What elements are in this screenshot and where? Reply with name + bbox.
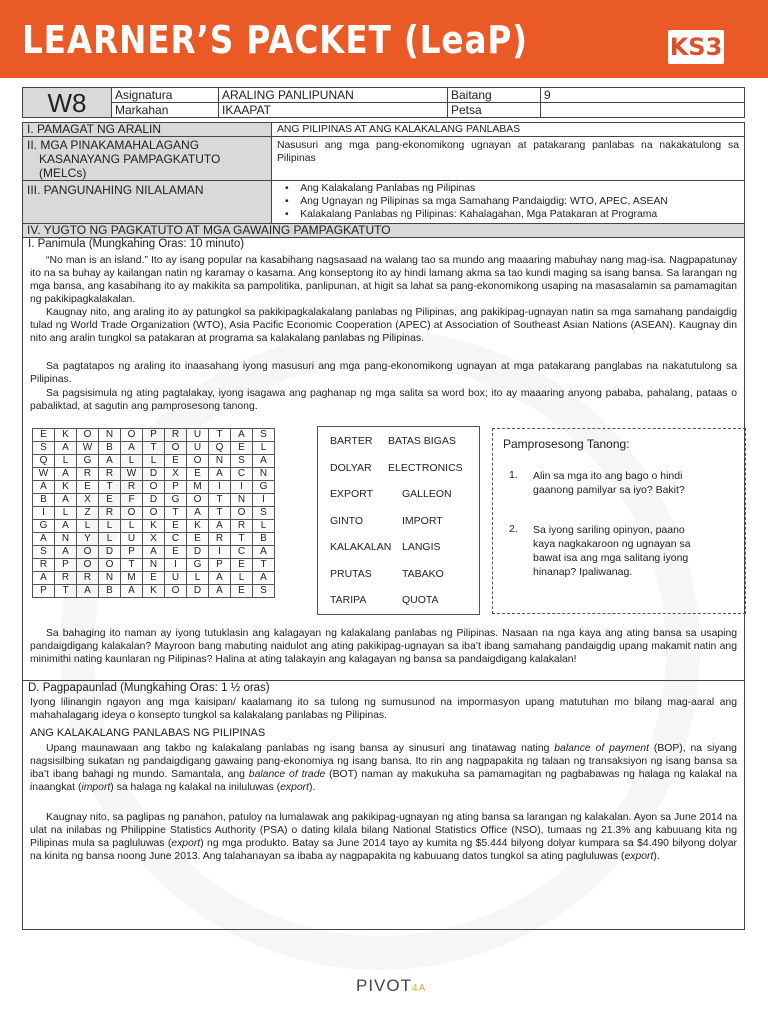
- word-box-word: TABAKO: [402, 567, 444, 580]
- word-search-cell[interactable]: N: [55, 533, 77, 546]
- word-search-grid: [32, 428, 275, 598]
- pagpapaunlad-p2: Kaugnay nito, sa paglipas ng panahon, patuloy na lumalawak ang pakikipag-ugnayan ng ating bansa sa larangan ng kalakalan. Ayon sa June 2014 na ulat na inilabas ng Philippine Statistics Authority (PSA) o dating kilala bilang National Statistics Office (NSO), tumaas ng 21.3% ang kabuuang kita ng Pilipinas mula sa pagluluwas (export) ng mga produkto. Batay sa June 2014 tayo ay kumita ng $5.444 bilyong dolyar kumpara sa $4.490 bilyong dolyar na kinita ng bansa noong June 2013. Ang talahanayan sa ibaba ay nagpapakita ng kabuuang datos tungkol sa ating pagluluwas (export).: [30, 812, 737, 862]
- pivot-logo: PIVOT4A: [356, 976, 427, 995]
- word-search-cell[interactable]: E: [231, 585, 253, 598]
- word-search-cell[interactable]: A: [209, 468, 231, 481]
- word-search-cell[interactable]: A: [55, 442, 77, 455]
- word-search-cell[interactable]: A: [55, 546, 77, 559]
- word-search-cell[interactable]: L: [55, 507, 77, 520]
- word-box-word: PRUTAS: [330, 567, 372, 580]
- word-search-cell[interactable]: G: [187, 559, 209, 572]
- word-search-cell[interactable]: U: [187, 442, 209, 455]
- word-search-cell[interactable]: R: [77, 468, 99, 481]
- word-search-cell[interactable]: A: [187, 507, 209, 520]
- word-search-row: [33, 494, 275, 507]
- word-box-word: BATAS BIGAS: [388, 435, 456, 447]
- word-search-cell[interactable]: P: [55, 559, 77, 572]
- yugto-label: IV. YUGTO NG PAGKATUTO AT MGA GAWAING PAMPAGKATUTO: [22, 223, 745, 238]
- panimula-p2: Kaugnay nito, ang araling ito ay patungkol sa pakikipagkalakalang panlabas ng Pilipinas, ang pakikipag-ugnayan natin sa mga samahang pandaigdig tulad ng World Trade Organization (WTO), Asia Pacific Economic Cooperation (APEC) at Association of Southeast Asian Nations (ASEAN). Kaugnay din nito ang aralin tungkol sa patakaran at programa sa kalakalang panlabas ng Pilipinas.: [30, 307, 737, 344]
- word-search-cell[interactable]: Q: [209, 442, 231, 455]
- word-search-cell[interactable]: R: [77, 572, 99, 585]
- word-search-cell[interactable]: R: [165, 429, 187, 442]
- panimula-p3: Sa pagtatapos ng araling ito inaasahang iyong masusuri ang mga pang-ekonomikong ugnayan at mga patakarang panglabas na nakatutulong sa Pilipinas.: [30, 361, 737, 385]
- word-search-cell[interactable]: U: [121, 533, 143, 546]
- word-search-cell[interactable]: N: [99, 429, 121, 442]
- questions-box: [492, 428, 746, 614]
- word-search-cell[interactable]: M: [121, 572, 143, 585]
- word-search-cell[interactable]: E: [231, 442, 253, 455]
- word-search-cell[interactable]: T: [121, 559, 143, 572]
- word-search-cell[interactable]: O: [77, 559, 99, 572]
- nilalaman-item-2: • Ang Ugnayan ng Pilipinas sa mga Samahang Pandaigdig: WTO, APEC, ASEAN: [285, 196, 668, 207]
- word-search-cell[interactable]: A: [121, 585, 143, 598]
- pagpapaunlad-p1: Upang maunawaan ang takbo ng kalakalang panlabas ng isang bansa ay sinusuri ang tinatawag nating balance of payment (BOP), na siyang nagsisilbing sukatan ng pandaigdigang gawaing pang-ekonomiya ng isang bansa. Ito rin ang nagpapakita ng talaan ng transaksiyon ng isang bansa sa iba’t ibang bahagi ng mundo. Samantala, ang balance of trade (BOT) naman ay makukuha sa pamamagitan ng pagbabawas ng halaga ng kalakal na inaangkat (import) sa halaga ng kalakal na iniluluwas (export).: [30, 743, 737, 793]
- word-search-cell[interactable]: L: [99, 520, 121, 533]
- word-search-cell[interactable]: S: [33, 442, 55, 455]
- word-search-cell[interactable]: I: [231, 481, 253, 494]
- word-search-cell[interactable]: R: [121, 481, 143, 494]
- word-box-word: DOLYAR: [330, 461, 372, 474]
- word-search-cell[interactable]: Z: [77, 507, 99, 520]
- week-label: W8: [23, 88, 112, 118]
- word-search-cell[interactable]: A: [55, 468, 77, 481]
- word-search-cell[interactable]: I: [209, 481, 231, 494]
- word-search-cell[interactable]: A: [121, 442, 143, 455]
- word-search-cell[interactable]: B: [99, 585, 121, 598]
- word-search-cell[interactable]: T: [209, 494, 231, 507]
- petsa-value[interactable]: [541, 103, 745, 118]
- word-search-cell[interactable]: A: [143, 546, 165, 559]
- word-search-cell[interactable]: R: [231, 520, 253, 533]
- word-box-word: ELECTRONICS: [388, 461, 463, 474]
- word-search-cell[interactable]: A: [253, 546, 275, 559]
- word-search-cell[interactable]: D: [187, 585, 209, 598]
- question-2: Sa iyong sariling opinyon, paano kaya nagkakaroon ng ugnayan sa bawat isa ang mga salitang iyong hinanap? Ipaliwanag.: [533, 524, 691, 578]
- word-search-cell[interactable]: K: [55, 429, 77, 442]
- word-box-word: IMPORT: [402, 514, 443, 527]
- word-search-cell[interactable]: Y: [77, 533, 99, 546]
- word-search-cell[interactable]: T: [209, 507, 231, 520]
- word-search-cell[interactable]: O: [121, 429, 143, 442]
- word-search-cell[interactable]: P: [33, 585, 55, 598]
- word-box-word: BARTER: [330, 435, 373, 447]
- word-search-cell[interactable]: L: [143, 455, 165, 468]
- banner-title: LEARNER’S PACKET (LeaP): [22, 18, 528, 62]
- word-search-cell[interactable]: E: [231, 559, 253, 572]
- word-search-cell[interactable]: B: [33, 494, 55, 507]
- word-search-cell[interactable]: T: [143, 442, 165, 455]
- panimula-heading: I. Panimula (Mungkahing Oras: 10 minuto): [28, 238, 245, 250]
- word-search-cell[interactable]: L: [253, 520, 275, 533]
- ks3-badge: KS3: [668, 30, 724, 64]
- pamagat-value: ANG PILIPINAS AT ANG KALAKALANG PANLABAS: [277, 124, 521, 135]
- word-search-cell[interactable]: I: [253, 494, 275, 507]
- word-search-cell[interactable]: O: [187, 494, 209, 507]
- word-search-cell[interactable]: I: [33, 507, 55, 520]
- word-search-cell[interactable]: N: [99, 572, 121, 585]
- word-search-cell[interactable]: R: [99, 468, 121, 481]
- panimula-p4: Sa pagsisimula ng ating pagtalakay, iyong isagawa ang paghanap ng mga salita sa word box; ito ay maaaring anyong pababa, pahalang, pataas o pabaliktad, at sagutin ang pamprosesong tanong.: [30, 388, 737, 412]
- word-search-row: [33, 455, 275, 468]
- word-search-cell[interactable]: C: [165, 533, 187, 546]
- word-search-cell[interactable]: S: [33, 546, 55, 559]
- asignatura-value: ARALING PANLIPUNAN: [219, 88, 448, 103]
- asignatura-label: Asignatura: [112, 88, 219, 103]
- word-search-cell[interactable]: E: [33, 429, 55, 442]
- word-search-cell[interactable]: O: [99, 559, 121, 572]
- word-search-cell[interactable]: L: [231, 572, 253, 585]
- word-search-cell[interactable]: G: [165, 494, 187, 507]
- word-search-cell[interactable]: B: [99, 442, 121, 455]
- word-search-cell[interactable]: Q: [33, 455, 55, 468]
- nilalaman-row: [22, 180, 745, 224]
- word-search-cell[interactable]: A: [55, 494, 77, 507]
- word-search-cell[interactable]: A: [231, 429, 253, 442]
- word-search-cell[interactable]: P: [209, 559, 231, 572]
- word-search-cell[interactable]: A: [99, 455, 121, 468]
- pagpapaunlad-heading: D. Pagpapaunlad (Mungkahing Oras: 1 ½ oras): [28, 682, 270, 694]
- word-search-cell[interactable]: U: [165, 572, 187, 585]
- word-search-cell[interactable]: D: [99, 546, 121, 559]
- word-search-cell[interactable]: E: [165, 455, 187, 468]
- word-search-cell[interactable]: W: [121, 468, 143, 481]
- word-search-cell[interactable]: A: [253, 455, 275, 468]
- word-search-cell[interactable]: T: [165, 507, 187, 520]
- word-search-cell[interactable]: S: [231, 455, 253, 468]
- question-1-number: 1.: [509, 469, 518, 481]
- word-search-cell[interactable]: A: [209, 572, 231, 585]
- word-search-cell[interactable]: T: [55, 585, 77, 598]
- nilalaman-item-1: • Ang Kalakalang Panlabas ng Pilipinas: [285, 183, 476, 194]
- word-search-cell[interactable]: C: [231, 546, 253, 559]
- word-search-cell[interactable]: E: [99, 494, 121, 507]
- word-search-row: [33, 533, 275, 546]
- word-search-cell[interactable]: R: [55, 572, 77, 585]
- word-search-row: [33, 546, 275, 559]
- word-box-word: KALAKALAN: [330, 541, 392, 553]
- word-search-cell[interactable]: S: [253, 429, 275, 442]
- word-search-row: [33, 507, 275, 520]
- word-search-cell[interactable]: W: [33, 468, 55, 481]
- lesson-info-table: [22, 87, 745, 118]
- word-search-cell[interactable]: O: [187, 455, 209, 468]
- melc-label-3: (MELCs): [39, 166, 87, 180]
- word-search-cell[interactable]: E: [143, 572, 165, 585]
- word-search-cell[interactable]: S: [253, 585, 275, 598]
- word-box-word: TARIPA: [330, 594, 367, 606]
- word-search-cell[interactable]: T: [99, 481, 121, 494]
- word-search-cell[interactable]: A: [33, 533, 55, 546]
- word-search-cell[interactable]: A: [77, 585, 99, 598]
- kalakalan-subheading: ANG KALAKALANG PANLABAS NG PILIPINAS: [30, 727, 266, 739]
- word-search-cell[interactable]: O: [77, 546, 99, 559]
- word-search-cell[interactable]: F: [121, 494, 143, 507]
- nilalaman-label: III. PANGUNAHING NILALAMAN: [27, 183, 204, 197]
- word-search-cell[interactable]: P: [143, 429, 165, 442]
- word-search-cell[interactable]: L: [77, 520, 99, 533]
- melc-text: Nasusuri ang mga pang-ekonomikong ugnayan at patakarang panlabas na nakakatulong sa Pilipinas: [277, 140, 739, 164]
- word-search-cell[interactable]: A: [253, 572, 275, 585]
- word-search-cell[interactable]: O: [165, 442, 187, 455]
- word-search-cell[interactable]: G: [33, 520, 55, 533]
- word-search-cell[interactable]: D: [187, 546, 209, 559]
- word-search-row: [33, 520, 275, 533]
- word-search-cell[interactable]: L: [55, 455, 77, 468]
- word-search-cell[interactable]: P: [121, 546, 143, 559]
- word-search-cell[interactable]: X: [77, 494, 99, 507]
- melc-row: [22, 136, 745, 181]
- pamagat-label: I. PAMAGAT NG ARALIN: [23, 123, 271, 136]
- word-search-cell[interactable]: O: [143, 481, 165, 494]
- markahan-value: IKAAPAT: [219, 103, 448, 118]
- word-search-cell[interactable]: E: [187, 468, 209, 481]
- word-search-cell[interactable]: O: [77, 429, 99, 442]
- word-search-cell[interactable]: K: [55, 481, 77, 494]
- word-search-cell[interactable]: O: [143, 507, 165, 520]
- question-1: Alin sa mga ito ang bago o hindi gaanong pamilyar sa iyo? Bakit?: [533, 470, 685, 496]
- header-banner: [0, 0, 768, 78]
- word-search-cell[interactable]: B: [253, 533, 275, 546]
- baitang-label: Baitang: [448, 88, 541, 103]
- word-box-word: GALLEON: [402, 488, 452, 500]
- markahan-label: Markahan: [112, 103, 219, 118]
- word-search-cell[interactable]: R: [33, 559, 55, 572]
- word-search-row: [33, 468, 275, 481]
- word-search-cell[interactable]: K: [187, 520, 209, 533]
- word-search-cell[interactable]: A: [209, 520, 231, 533]
- word-search-cell[interactable]: L: [121, 520, 143, 533]
- word-search-cell[interactable]: N: [231, 494, 253, 507]
- word-search-cell[interactable]: A: [33, 481, 55, 494]
- word-search-cell[interactable]: O: [231, 507, 253, 520]
- word-search-row: [33, 442, 275, 455]
- word-search-cell[interactable]: X: [165, 468, 187, 481]
- word-search-cell[interactable]: L: [187, 572, 209, 585]
- word-search-cell[interactable]: T: [253, 559, 275, 572]
- word-search-cell[interactable]: N: [253, 468, 275, 481]
- word-search-cell[interactable]: G: [253, 481, 275, 494]
- melc-label-2: KASANAYANG PAMPAGKATUTO: [39, 152, 221, 166]
- pagpapaunlad-intro: Iyong lilinangin ngayon ang mga kaisipan/ kaalamang ito sa tulong ng sumusunod na impormasyon upang matutuhan mo bilang mag-aaral ang mahahalagang ideya o konsepto tungkol sa kalakalang panlabas ng Pilipinas.: [30, 697, 737, 721]
- baitang-value: 9: [541, 88, 745, 103]
- word-box-word: EXPORT: [330, 488, 373, 500]
- nilalaman-item-3: • Kalakalang Panlabas ng Pilipinas: Kahalagahan, Mga Patakaran at Programa: [285, 209, 658, 220]
- panimula-p1: “No man is an island.” Ito ay isang popular na kasabihang nagsasaad na walang tao sa mundo ang maaaring mabuhay nang mag-isa. Nagpapatunay ito na sa buhay ay kailangan natin ng karamay o kasama. Ang konseptong ito ay hindi lamang akma sa tao kundi maging sa isang bansa. Sa larangan ng mga bansa, ang kasabihang ito ay makikita sa pampolitika, panlipunan, at higit sa lahat sa pang-ekonomikong usaping na masasalamin sa pamamagitan ng pakikipagkalakalan.: [30, 255, 737, 305]
- word-search-cell[interactable]: P: [165, 481, 187, 494]
- word-box: [317, 426, 480, 615]
- word-search-cell[interactable]: E: [187, 533, 209, 546]
- word-search-cell[interactable]: T: [209, 429, 231, 442]
- bahagi-paragraph: Sa bahaging ito naman ay iyong tutuklasin ang kalagayan ng kalakalang panlabas ng Pilipinas. Nasaan na nga kaya ang ating bansa sa usaping pandaigdigang kalakalan? Mayroon bang mabuting naidulot ang ating pakikipag-ugnayan sa iba’t ibang samahang pandaigdig upang makamit natin ang minimithi nating kaunlaran ng Pilipinas? Halina at ating talakayin ang kalagayan ng bansa sa pandaigdigang kalakalan!: [30, 628, 737, 665]
- word-search-cell[interactable]: A: [209, 585, 231, 598]
- word-search-row: [33, 481, 275, 494]
- word-search-cell[interactable]: T: [231, 533, 253, 546]
- word-search-cell[interactable]: D: [143, 468, 165, 481]
- word-search-cell[interactable]: O: [121, 507, 143, 520]
- questions-title: Pamprosesong Tanong:: [503, 437, 630, 451]
- word-search-row: [33, 429, 275, 442]
- word-search-cell[interactable]: R: [99, 507, 121, 520]
- word-search-row: [33, 585, 275, 598]
- word-search-cell[interactable]: L: [99, 533, 121, 546]
- word-search-cell[interactable]: G: [77, 455, 99, 468]
- word-box-word: QUOTA: [402, 594, 439, 606]
- word-search-row: [33, 572, 275, 585]
- word-search-cell[interactable]: R: [209, 533, 231, 546]
- word-search-cell[interactable]: K: [143, 585, 165, 598]
- word-search-cell[interactable]: M: [187, 481, 209, 494]
- word-search-cell[interactable]: A: [55, 520, 77, 533]
- word-search-cell[interactable]: E: [165, 520, 187, 533]
- word-search-cell[interactable]: N: [209, 455, 231, 468]
- word-search-cell[interactable]: W: [77, 442, 99, 455]
- word-search-cell[interactable]: N: [143, 559, 165, 572]
- word-search-cell[interactable]: K: [143, 520, 165, 533]
- petsa-label: Petsa: [448, 103, 541, 118]
- word-search-row: [33, 559, 275, 572]
- word-search-cell[interactable]: L: [121, 455, 143, 468]
- word-search-cell[interactable]: E: [165, 546, 187, 559]
- word-search-cell[interactable]: O: [165, 585, 187, 598]
- word-search-cell[interactable]: I: [165, 559, 187, 572]
- word-search-cell[interactable]: A: [33, 572, 55, 585]
- melc-label-1: II. MGA PINAKAMAHALAGANG: [27, 138, 200, 152]
- word-search-cell[interactable]: L: [253, 442, 275, 455]
- word-search-cell[interactable]: U: [187, 429, 209, 442]
- word-box-word: GINTO: [330, 514, 364, 527]
- word-box-word: LANGIS: [402, 541, 441, 553]
- question-2-number: 2.: [509, 523, 518, 535]
- word-search-cell[interactable]: I: [209, 546, 231, 559]
- pamagat-row: [22, 122, 745, 137]
- word-search-cell[interactable]: X: [143, 533, 165, 546]
- word-search-cell[interactable]: S: [253, 507, 275, 520]
- word-search-cell[interactable]: E: [77, 481, 99, 494]
- word-search-cell[interactable]: C: [231, 468, 253, 481]
- word-search-cell[interactable]: D: [143, 494, 165, 507]
